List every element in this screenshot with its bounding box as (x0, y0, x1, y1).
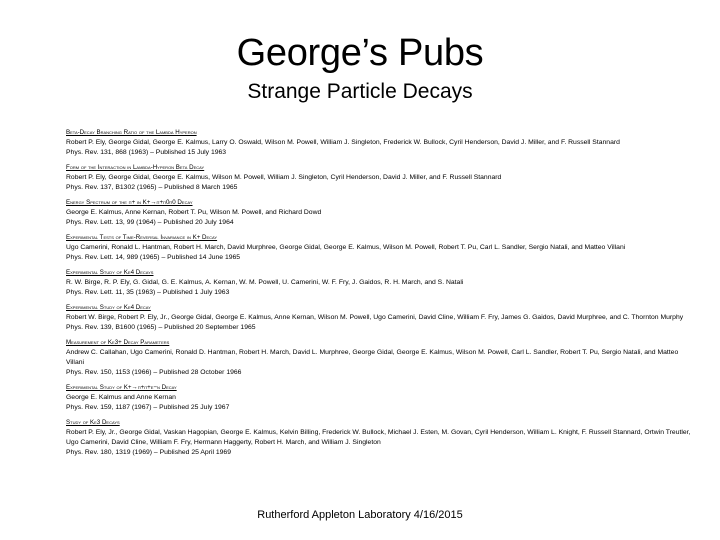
publication-entry (66, 418, 696, 458)
publication-list (66, 128, 696, 463)
publication-authors: Robert P. Ely, George Gidal, George E. Kalmus, Wilson M. Powell, William J. Singleton, Cyril Henderson, David J. Miller, and F. Russell Stannard (66, 174, 502, 181)
publication-entry (66, 268, 696, 298)
publication-authors: Ugo Camerini, Ronald L. Hantman, Robert H. March, David Murphree, George Gidal, George E. Kalmus, Wilson M. Powell, Robert T. Pu, Carl L. Sandler, Sergio Natali, and Matteo Villani (66, 244, 626, 251)
publication-title: Experimental Study of Ke4 Decay (66, 304, 151, 311)
publication-citation: Phys. Rev. Lett. 14, 989 (1965) – Published 14 June 1965 (66, 254, 241, 261)
publication-authors: George E. Kalmus, Anne Kernan, Robert T. Pu, Wilson M. Powell, and Richard Dowd (66, 209, 322, 216)
publication-entry (66, 128, 696, 158)
publication-entry (66, 233, 696, 263)
publication-authors: Robert W. Birge, Robert P. Ely, Jr., George Gidal, George E. Kalmus, Anne Kernan, Wilson M. Powell, Ugo Camerini, David Cline, William F. Fry, James G. Gaidos, David Murphree, and C. Thornton Murphy (66, 314, 684, 321)
publication-authors: R. W. Birge, R. P. Ely, G. Gidal, G. E. Kalmus, A. Kernan, W. M. Powell, U. Camerini, W. F. Fry, J. Gaidos, R. H. March, and S. Natali (66, 279, 464, 286)
publication-citation: Phys. Rev. 131, 868 (1963) – Published 15 July 1963 (66, 149, 227, 156)
publication-citation: Phys. Rev. 180, 1319 (1969) – Published 25 April 1969 (66, 449, 231, 456)
publication-entry (66, 338, 696, 378)
publication-citation: Phys. Rev. 159, 1187 (1967) – Published 25 July 1967 (66, 404, 230, 411)
publication-title: Experimental Study of Ke4 Decays (66, 269, 154, 276)
publication-citation: Phys. Rev. Lett. 11, 35 (1963) – Published 1 July 1963 (66, 289, 230, 296)
publication-authors: Robert P. Ely, Jr., George Gidal, Vaskan Hagopian, George E. Kalmus, Kelvin Billing, Frederick W. Bullock, Michael J. Esten, M. Govan, Cyril Henderson, William L. Knight, F. Russell Stannard, Ortwin Treutler, Ugo Camerini, David Cline, William F. Fry, Hermann Haggerty, Robert H. March, and William J. Singleton (66, 429, 691, 446)
publication-citation: Phys. Rev. 137, B1302 (1965) – Published 8 March 1965 (66, 184, 238, 191)
slide-footer: Rutherford Appleton Laboratory 4/16/2015 (257, 509, 463, 521)
publication-entry (66, 383, 696, 413)
publication-authors: George E. Kalmus and Anne Kernan (66, 394, 176, 401)
publication-title: Beta-Decay Branching Ratio of the Lambda Hyperon (66, 129, 197, 136)
publication-title: Experimental Study of K+→π+π+e−ν Decay (66, 384, 177, 391)
publication-title: Energy Spectrum of the π+ in K+→π+π0π0 Decay (66, 199, 193, 206)
publication-title: Experimental Tests of Time-Reversal Invariance in K+ Decay (66, 234, 218, 241)
publication-citation: Phys. Rev. 139, B1600 (1965) – Published 20 September 1965 (66, 324, 256, 331)
slide-subtitle: Strange Particle Decays (247, 80, 473, 103)
publication-title: Study of Ke3 Decays (66, 419, 120, 426)
slide-title: George’s Pubs (236, 32, 484, 74)
publication-entry (66, 163, 696, 193)
publication-title: Form of the Interaction in Lambda-Hyperon Beta Decay (66, 164, 205, 171)
publication-authors: Andrew C. Callahan, Ugo Camerini, Ronald D. Hantman, Robert H. March, David L. Murphree, George Gidal, George E. Kalmus, Wilson M. Powell, Carl L. Sandler, Robert T. Pu, Sergio Natali, and Matteo Villani (66, 349, 679, 366)
publication-entry (66, 198, 696, 228)
publication-title: Measurement of Ke3+ Decay Parameters (66, 339, 170, 346)
publication-citation: Phys. Rev. Lett. 13, 99 (1964) – Published 20 July 1964 (66, 219, 234, 226)
publication-authors: Robert P. Ely, George Gidal, George E. Kalmus, Larry O. Oswald, Wilson M. Powell, William J. Singleton, Frederick W. Bullock, Cyril Henderson, David J. Miller, and F. Russell Stannard (66, 139, 620, 146)
publication-citation: Phys. Rev. 150, 1153 (1966) – Published 28 October 1966 (66, 369, 242, 376)
publication-entry (66, 303, 696, 333)
